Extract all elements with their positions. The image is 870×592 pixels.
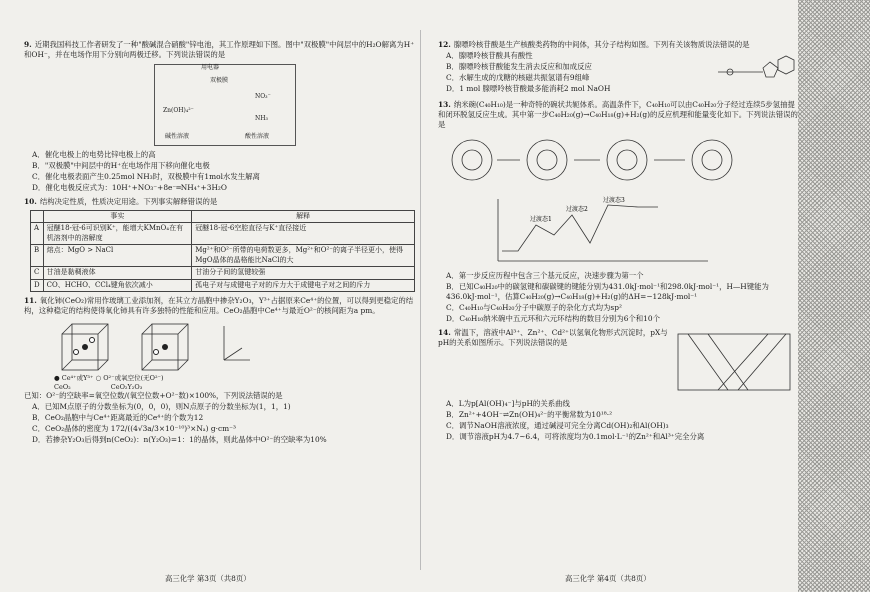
table-row bbox=[31, 223, 415, 245]
page-footer-right: 高三化学 第4页（共8页） bbox=[565, 574, 651, 583]
header-cell: 解释 bbox=[192, 210, 415, 222]
table-cell: A bbox=[31, 223, 44, 245]
question-number: 12. bbox=[438, 40, 451, 49]
caption-ceo2-y2o3: CeO₂Y₂O₃ bbox=[110, 382, 143, 391]
question-number: 11. bbox=[24, 295, 37, 305]
question-number: 14. bbox=[438, 327, 451, 337]
table-row bbox=[31, 245, 415, 267]
ts2-label: 过渡态2 bbox=[566, 205, 588, 213]
q14-body bbox=[438, 328, 798, 398]
question-stem: 常温下，溶液中Al³⁺、Zn²⁺、Cd²⁺以氢氧化物形式沉淀时，pX与pH的关系如图所示。下列说法错误的是 bbox=[438, 327, 668, 347]
option-a: A．已知M点原子的分数坐标为(0，0，0)，则N点原子的分数坐标为(1，1，1) bbox=[32, 402, 291, 412]
q12-body bbox=[438, 50, 798, 96]
caption-ceo2: CeO₂ bbox=[54, 382, 71, 391]
page-footer-left: 高三化学 第3页（共8页） bbox=[165, 574, 251, 583]
table-cell: 冠醚18-冠-6可识别K⁺，能增大KMnO₄在有机溶剂中的溶解度 bbox=[43, 223, 192, 245]
table-row bbox=[31, 279, 415, 291]
table-cell: Mg²⁺和O²⁻所带的电荷数更多，Mg²⁺和O²⁻的离子半径更小，使得MgO晶体的晶格能比NaCl的大 bbox=[192, 245, 415, 267]
header-cell bbox=[31, 210, 44, 222]
reaction-scheme-icon bbox=[442, 132, 772, 190]
fact-table bbox=[30, 210, 415, 292]
option-b: B．腺嘌呤核苷酸能发生消去反应和加成反应 bbox=[446, 61, 592, 71]
table-cell: C bbox=[31, 267, 44, 279]
table-header bbox=[31, 210, 415, 222]
table-cell: B bbox=[31, 245, 44, 267]
question-13 bbox=[438, 100, 798, 324]
question-stem: 氧化铈(CeO₂)常用作玻璃工业添加剂，在其立方晶胞中掺杂Y₂O₃，Y³⁺占据原来Ce⁴⁺的位置，可以得到更稳定的结构，这种稳定的结构使得氧化铈具有许多独特的性能和应用。CeO₂晶胞中Ce⁴⁺与最近O²⁻的核间距为a pm。 bbox=[24, 295, 414, 315]
table-row bbox=[31, 267, 415, 279]
option-d: D．1 mol 腺嘌呤核苷酸最多能消耗2 mol NaOH bbox=[446, 83, 611, 93]
alkaline-label: 碱性溶液 bbox=[165, 132, 190, 140]
option-c: C．C₄₀H₁₀与C₄₀H₂₀分子中碳原子的杂化方式均为sp² bbox=[446, 302, 622, 312]
option-d: D．催化电极反应式为：10H⁺+NO₃⁻+8e⁻═NH₄⁺+3H₂O bbox=[32, 182, 227, 192]
question-stem: 纳米碗(C₄₀H₁₀)是一种奇特的碗状共轭体系。高温条件下，C₄₀H₁₀可以由C₄₀H₂₀分子经过连续5步氢抽提和闭环脱氢反应生成。其中第一步C₄₀H₂₀(g)→C₄₀H₁₈(g)+H₂(g)的反应机理和能量变化如下。下列说法错误的是 bbox=[438, 99, 798, 129]
question-9 bbox=[24, 40, 419, 193]
ceo2-cell-icon bbox=[54, 320, 114, 372]
table-cell: 甘油是黏稠液体 bbox=[43, 267, 192, 279]
option-c: C．调节NaOH溶液浓度，通过碱浸可完全分离Cd(OH)₂和Al(OH)₃ bbox=[446, 420, 669, 430]
option-d: D．若掺杂Y₂O₃后得到n(CeO₂)：n(Y₂O₃)=1：1的晶体，则此晶体中O²⁻的空缺率为10% bbox=[32, 435, 327, 445]
option-b: B．已知C₄₀H₂₀中的碳氢键和碳碳键的键能分别为431.0kJ·mol⁻¹和298.0kJ·mol⁻¹，H—H键能为436.0kJ·mol⁻¹，估算C₄₀H₂₀(g)→C₄₀H₁₈(g)+H₂(g)的ΔH=−128kJ·mol⁻¹ bbox=[446, 281, 769, 301]
q14-text bbox=[438, 328, 668, 398]
option-c: C．催化电极表面产生0.25mol NH₃时，双极膜中有1mol水发生解离 bbox=[32, 171, 260, 181]
px-ph-chart-icon bbox=[668, 328, 798, 398]
vacancy-definition: 已知：O²⁻的空缺率=氧空位数/(氧空位数+O²⁻数)×100%，下列说法错误的是 bbox=[24, 391, 283, 401]
option-b: B．CeO₂晶胞中与Ce⁴⁺距离最近的Ce⁴⁺的个数为12 bbox=[32, 413, 204, 423]
column-divider bbox=[420, 30, 421, 570]
right-column bbox=[438, 40, 798, 446]
device-label: 用电器 bbox=[201, 63, 220, 71]
header-cell: 事实 bbox=[43, 210, 192, 222]
adenylic-acid-structure-icon bbox=[708, 50, 798, 96]
option-a: A．L为p[Al(OH)₄⁻]与pH的关系曲线 bbox=[446, 398, 570, 408]
table-cell: 冠醚18-冠-6空腔直径与K⁺直径接近 bbox=[192, 223, 415, 245]
q12-options bbox=[438, 50, 708, 96]
option-a: A．腺嘌呤核苷酸具有酸性 bbox=[446, 50, 533, 60]
zincate-label: Zn(OH)₄²⁻ bbox=[163, 106, 194, 114]
crystal-captions bbox=[54, 383, 419, 392]
question-stem: 近期我国科技工作者研发了一种"酸碱混合硝酸"锌电池，其工作原理如下图。图中"双极膜"中间层中的H₂O解离为H⁺和OH⁻，并在电场作用下分别向两极迁移。下列说法错误的是 bbox=[24, 40, 415, 59]
table-cell: CO、HCHO、CCl₄键角依次减小 bbox=[43, 279, 192, 291]
table-cell: D bbox=[31, 279, 44, 291]
axis-icon bbox=[214, 320, 254, 372]
ts3-label: 过渡态3 bbox=[603, 196, 625, 204]
table-cell: 熔点：MgO > NaCl bbox=[43, 245, 192, 267]
option-a: A．催化电极上的电势比锌电极上的高 bbox=[32, 149, 156, 159]
binding-margin bbox=[798, 0, 870, 592]
nitrate-label: NO₃⁻ bbox=[255, 92, 271, 100]
option-d: D．C₄₀H₁₀纳米碗中五元环和六元环结构的数目分别为6个和10个 bbox=[446, 313, 660, 323]
option-b: B．Zn²⁺+4OH⁻⇌Zn(OH)₄²⁻的平衡常数为10¹⁸·² bbox=[446, 409, 613, 419]
question-14 bbox=[438, 328, 798, 442]
question-number: 13. bbox=[438, 99, 451, 109]
option-d: D．调节溶液pH为4.7~6.4，可将浓度均为0.1mol·L⁻¹的Zn²⁺和Al³⁺完全分离 bbox=[446, 431, 705, 441]
ammonia-label: NH₃ bbox=[255, 114, 268, 122]
battery-diagram bbox=[154, 64, 296, 146]
crystal-legend: ● Ce⁴⁺或Y³⁺ ○ O²⁻或氧空位(无O²⁻) bbox=[54, 373, 164, 382]
question-10 bbox=[24, 197, 419, 292]
energy-profile-icon bbox=[478, 195, 778, 267]
option-a: A．第一步反应历程中包含三个基元反应，决速步骤为第一个 bbox=[446, 270, 644, 280]
ceo2-y2o3-cell-icon bbox=[134, 320, 194, 372]
question-12 bbox=[438, 40, 798, 96]
option-b: B．"双极膜"中间层中的H⁺在电场作用下移向催化电极 bbox=[32, 160, 210, 170]
crystal-figures bbox=[54, 320, 419, 372]
table-cell: 孤电子对与成键电子对的斥力大于成键电子对之间的斥力 bbox=[192, 279, 415, 291]
left-column bbox=[24, 40, 419, 449]
question-number: 10. bbox=[24, 196, 37, 206]
question-stem: 结构决定性质，性质决定用途。下列事实解释错误的是 bbox=[39, 196, 218, 206]
table-cell: 甘油分子间的氢键较强 bbox=[192, 267, 415, 279]
question-stem: 腺嘌呤核苷酸是生产核酸类药物的中间体，其分子结构如图。下列有关该物质说法错误的是 bbox=[453, 40, 750, 49]
question-number: 9. bbox=[24, 40, 32, 49]
acidic-label: 酸性溶液 bbox=[245, 132, 270, 140]
option-c: C．CeO₂晶体的密度为 172/((4√3a/3×10⁻¹⁰)³×Nₐ) g·cm⁻³ bbox=[32, 424, 236, 434]
question-11 bbox=[24, 296, 419, 445]
membrane-label: 双极膜 bbox=[210, 76, 229, 84]
option-c: C．水解生成的戊糖的核磁共振氢谱有9组峰 bbox=[446, 72, 590, 82]
ts1-label: 过渡态1 bbox=[530, 215, 552, 223]
